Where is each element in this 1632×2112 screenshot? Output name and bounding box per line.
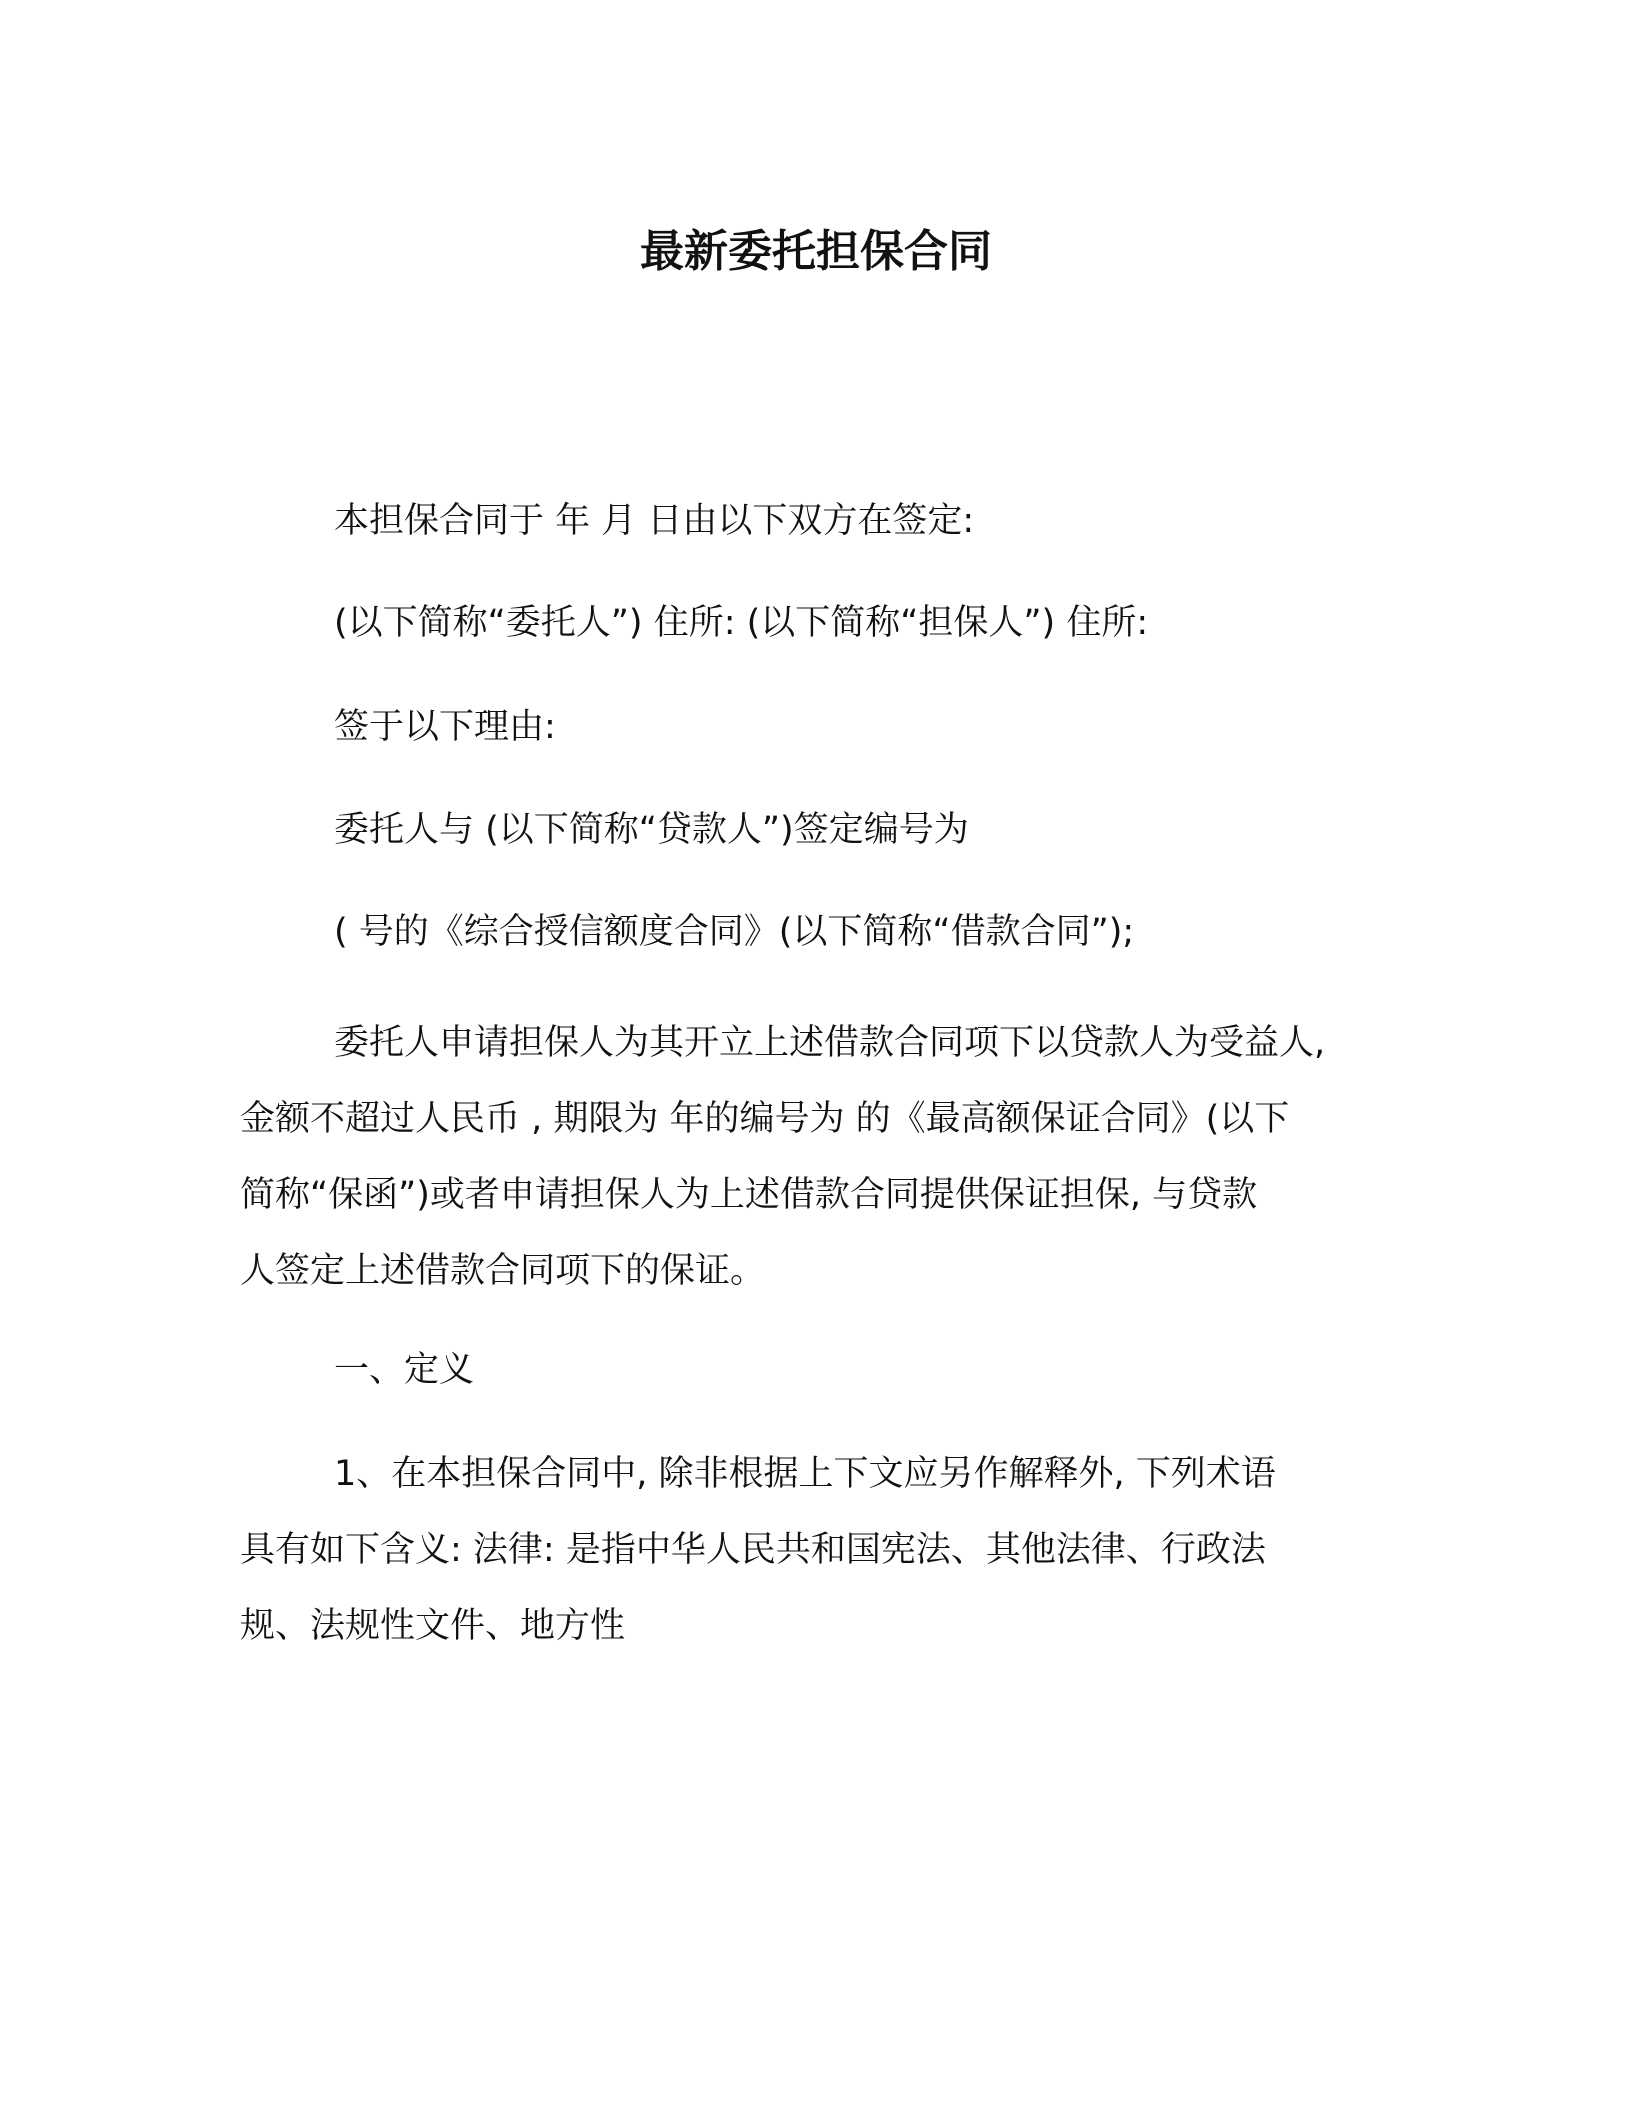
paragraph-line: 1、在本担保合同中, 除非根据上下文应另作解释外, 下列术语	[334, 1454, 1276, 1494]
paragraph-line: 金额不超过人民币 , 期限为 年的编号为 的《最高额保证合同》(以下	[240, 1099, 1290, 1139]
credit-contract-line: ( 号的《综合授信额度合同》(以下简称“借款合同”);	[334, 912, 1135, 952]
guarantee-request-paragraph	[240, 1005, 1390, 1309]
document-title: 最新委托担保合同	[640, 226, 992, 277]
section-heading: 一、定义	[334, 1350, 475, 1390]
contract-date-line: 本担保合同于 年 月 日由以下双方在签定:	[334, 501, 975, 541]
reasons-line: 签于以下理由:	[334, 707, 556, 747]
paragraph-line: 规、法规性文件、地方性	[240, 1606, 626, 1646]
paragraph-line: 人签定上述借款合同项下的保证。	[240, 1251, 766, 1291]
paragraph-line: 具有如下含义: 法律: 是指中华人民共和国宪法、其他法律、行政法	[240, 1530, 1266, 1570]
lender-line: 委托人与 (以下简称“贷款人”)签定编号为	[334, 810, 969, 850]
paragraph-line: 委托人申请担保人为其开立上述借款合同项下以贷款人为受益人,	[334, 1023, 1326, 1063]
paragraph-line: 简称“保函”)或者申请担保人为上述借款合同提供保证担保, 与贷款	[240, 1175, 1258, 1215]
parties-line: (以下简称“委托人”) 住所: (以下简称“担保人”) 住所:	[334, 603, 1149, 643]
definitions-paragraph	[240, 1436, 1390, 1664]
